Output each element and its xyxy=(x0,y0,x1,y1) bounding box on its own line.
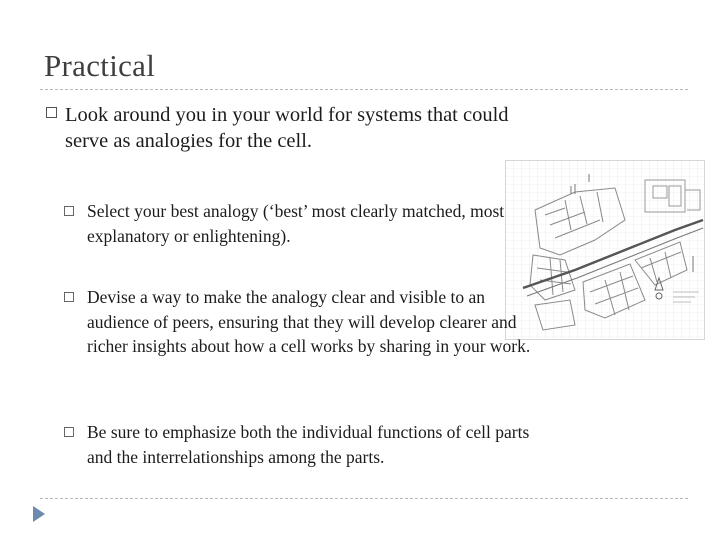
sub-bullet-1 xyxy=(64,199,534,248)
footer-divider xyxy=(40,498,688,499)
bullet-square-icon xyxy=(46,107,57,118)
sub-bullet-text: Select your best analogy (‘best’ most clearly matched, most explanatory or enlightening). xyxy=(87,201,505,246)
play-arrow-icon[interactable] xyxy=(32,505,46,523)
main-bullet xyxy=(46,102,526,154)
sub-bullet-text: Be sure to emphasize both the individual functions of cell parts and the interrelationships among the parts. xyxy=(87,422,530,467)
slide-title: Practical xyxy=(44,48,156,83)
site-plan-map xyxy=(505,160,705,340)
sub-bullet-text: Devise a way to make the analogy clear and visible to an audience of peers, ensuring that they will develop clearer and richer insights about how a cell works by sharing in your work. xyxy=(87,287,531,356)
bullet-square-icon xyxy=(64,206,74,216)
bullet-square-icon xyxy=(64,292,74,302)
main-bullet-text: Look around you in your world for systems that could serve as analogies for the cell. xyxy=(65,104,509,152)
sub-bullet-2 xyxy=(64,285,534,359)
title-divider xyxy=(40,89,688,90)
sub-bullet-3 xyxy=(64,420,534,469)
bullet-square-icon xyxy=(64,427,74,437)
